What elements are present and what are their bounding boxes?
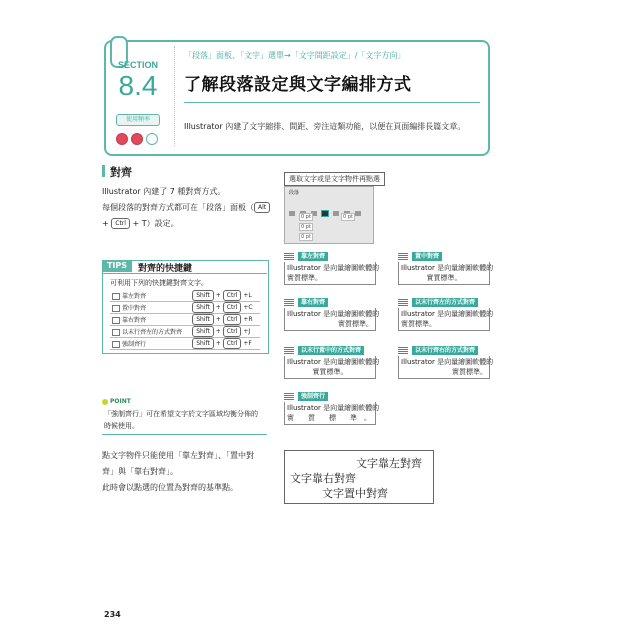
sample-line-1: Illustrator 是向量繪圖軟體的	[287, 264, 380, 272]
sample-text-box	[284, 308, 380, 331]
key-ctrl: Ctrl	[223, 326, 242, 337]
shortcut-row	[110, 302, 260, 314]
shortcut-row	[110, 326, 260, 338]
difficulty-dot-filled	[131, 133, 143, 145]
sample-text-box	[284, 402, 380, 425]
point-text-paragraph	[102, 448, 272, 496]
key-ctrl: Ctrl	[223, 302, 242, 313]
justify-right-icon	[398, 347, 408, 354]
key-plus: +	[215, 340, 221, 347]
section-number: 8.4	[118, 70, 158, 101]
paragraph-panel	[284, 186, 374, 244]
point-bullet-icon	[102, 399, 108, 405]
space-before-field[interactable]: 0 pt	[301, 234, 311, 240]
align-line-3	[102, 216, 282, 232]
sample-badge: 強制齊行	[298, 392, 328, 401]
subsection-heading: 對齊	[110, 166, 132, 179]
demo-left-aligned: 文字靠左對齊	[356, 457, 422, 470]
align-line-2-text: 每個段落的對齊方式都可在「段落」面板（	[102, 203, 254, 212]
shortcut-label-cell	[110, 326, 190, 338]
title-rule	[184, 102, 480, 103]
shortcut-label-cell	[110, 314, 190, 326]
shortcut-label: 強制齊行	[122, 341, 147, 348]
sample-text-box	[398, 356, 494, 379]
key-plus: +	[215, 304, 221, 311]
shortcut-label: 靠左對齊	[122, 293, 147, 300]
point-text: 「強制齊行」可在希望文字於文字區域均衡分佈的時候使用。	[104, 410, 258, 430]
shortcut-keys-cell	[190, 314, 260, 326]
align-left-icon[interactable]	[289, 211, 295, 216]
key-letter: +R	[243, 316, 253, 323]
demo-right-aligned: 文字靠右對齊	[290, 472, 356, 485]
tips-rule	[102, 273, 267, 274]
align-mode-icon	[112, 341, 120, 348]
align-buttons	[289, 201, 366, 207]
point-para-line-1: 點文字物件只能使用「靠左對齊」、「置中對	[102, 451, 254, 460]
shortcut-label-cell	[110, 338, 190, 350]
demo-center-aligned: 文字置中對齊	[322, 487, 388, 500]
sample-line-1: Illustrator 是向量繪圖軟體的	[401, 310, 494, 318]
sample-line-1: Illustrator 是向量繪圖軟體的	[287, 404, 380, 412]
align-line-1: Illustrator 內建了 7 種對齊方式。	[102, 187, 226, 196]
sample-text-box	[398, 308, 494, 331]
shortcut-label-cell	[110, 302, 190, 314]
header-divider	[174, 46, 175, 146]
shortcut-keys-cell	[190, 302, 260, 314]
align-mode-icon	[112, 317, 120, 324]
shortcut-keys-cell	[190, 338, 260, 350]
key-plus: +	[215, 316, 221, 323]
shortcut-row	[110, 314, 260, 326]
align-mode-icon	[112, 305, 120, 312]
tips-title: 對齊的快捷鍵	[138, 264, 193, 274]
difficulty-label: 使用頻率	[116, 114, 160, 126]
sample-line-2: 實質標準。	[426, 274, 462, 282]
shortcut-table	[110, 290, 260, 350]
left-indent-field[interactable]: 0 pt	[301, 214, 311, 220]
align-body	[102, 184, 282, 232]
shortcut-label-cell	[110, 290, 190, 302]
difficulty-dots	[116, 128, 161, 147]
sample-line-2: 實質標準。	[312, 368, 348, 376]
heading-marker	[102, 165, 105, 177]
tips-tag: TIPS	[102, 260, 132, 272]
key-letter: +J	[243, 328, 251, 335]
key-shift: Shift	[192, 314, 214, 325]
section-description: Illustrator 內建了文字縮排、間距、旁注這類功能，以便在頁面編排長篇文章。	[184, 122, 466, 131]
sample-line-1: Illustrator 是向量繪圖軟體的	[401, 264, 494, 272]
key-ctrl: Ctrl	[111, 218, 130, 229]
tips-intro: 可利用下列的快捷鍵對齊文字。	[110, 279, 208, 287]
sample-text-box	[284, 356, 380, 379]
sample-badge: 以末行置中的方式對齊	[298, 346, 364, 355]
right-indent-field[interactable]: 0 pt	[343, 214, 353, 220]
panel-title: 段落	[289, 190, 300, 196]
justify-center-icon[interactable]	[333, 211, 339, 216]
point-para-line-3: 此時會以點選的位置為對齊的基準點。	[102, 483, 238, 492]
key-shift: Shift	[192, 290, 214, 301]
point-para-line-2: 齊」與「靠右對齊」。	[102, 467, 178, 476]
shortcut-row	[110, 290, 260, 302]
key-letter: +L	[243, 292, 252, 299]
sample-badge: 置中對齊	[412, 252, 442, 261]
sample-text-box	[284, 262, 380, 285]
key-ctrl: Ctrl	[223, 314, 242, 325]
justify-center-icon	[284, 347, 294, 354]
shortcut-label: 靠右對齊	[122, 317, 147, 324]
sample-line-1: Illustrator 是向量繪圖軟體的	[287, 358, 380, 366]
sample-badge: 以末行齊左的方式對齊	[412, 298, 478, 307]
align-left-icon	[284, 253, 294, 260]
sample-text-box	[398, 262, 494, 285]
difficulty-dot-filled	[116, 133, 128, 145]
sample-line-1: Illustrator 是向量繪圖軟體的	[287, 310, 380, 318]
shortcut-row	[110, 338, 260, 350]
justify-left-icon	[398, 299, 408, 306]
key-plus: +	[215, 292, 221, 299]
key-letter: +C	[243, 304, 253, 311]
justify-left-icon[interactable]	[322, 211, 328, 216]
key-shift: Shift	[192, 326, 214, 337]
key-plus: +	[215, 328, 221, 335]
key-ctrl: Ctrl	[223, 338, 242, 349]
point-tag: POINT	[110, 398, 131, 405]
key-shift: Shift	[192, 338, 214, 349]
key-ctrl: Ctrl	[223, 290, 242, 301]
key-alt: Alt	[254, 202, 270, 213]
sample-line-2: 實質標準。	[287, 274, 322, 282]
sample-badge: 以末行齊右的方式對齊	[412, 346, 478, 355]
justify-all-icon[interactable]	[355, 211, 361, 216]
shortcut-label: 以末行齊左的方式對齊	[122, 329, 183, 336]
sample-line-2: 實質標準。	[338, 320, 373, 328]
sample-line-1: Illustrator 是向量繪圖軟體的	[401, 358, 494, 366]
sample-badge: 靠左對齊	[298, 252, 328, 261]
shortcut-label: 置中對齊	[122, 305, 147, 312]
sample-line-2: 實質標準。	[452, 368, 487, 376]
difficulty-dot-empty	[146, 133, 158, 145]
align-right-icon	[284, 299, 294, 306]
align-line-2	[102, 200, 282, 216]
shortcut-keys-cell	[190, 290, 260, 302]
key-letter: +F	[243, 340, 252, 347]
sample-line-2: 實 質 標 準 。	[287, 414, 371, 422]
page-title: 了解段落設定與文字編排方式	[184, 75, 412, 95]
screenshot-caption: 選取文字或是文字物件再點選	[284, 172, 385, 186]
section-label: SECTION	[117, 60, 158, 70]
first-line-indent-field[interactable]: 0 pt	[301, 224, 311, 230]
align-mode-icon	[112, 293, 120, 300]
align-mode-icon	[112, 329, 120, 336]
shortcut-keys-cell	[190, 326, 260, 338]
justify-all-icon	[284, 393, 294, 400]
sample-badge: 靠右對齊	[298, 298, 328, 307]
breadcrumb: 「段落」面板、「文字」選單→「文字間距設定」/「文字方向」	[184, 51, 406, 60]
align-center-icon	[398, 253, 408, 260]
page-number: 234	[104, 610, 121, 619]
key-shift: Shift	[192, 302, 214, 313]
sample-line-2: 實質標準。	[401, 320, 436, 328]
align-line-3-text: + T）設定。	[132, 219, 179, 228]
align-plus: +	[102, 219, 109, 228]
